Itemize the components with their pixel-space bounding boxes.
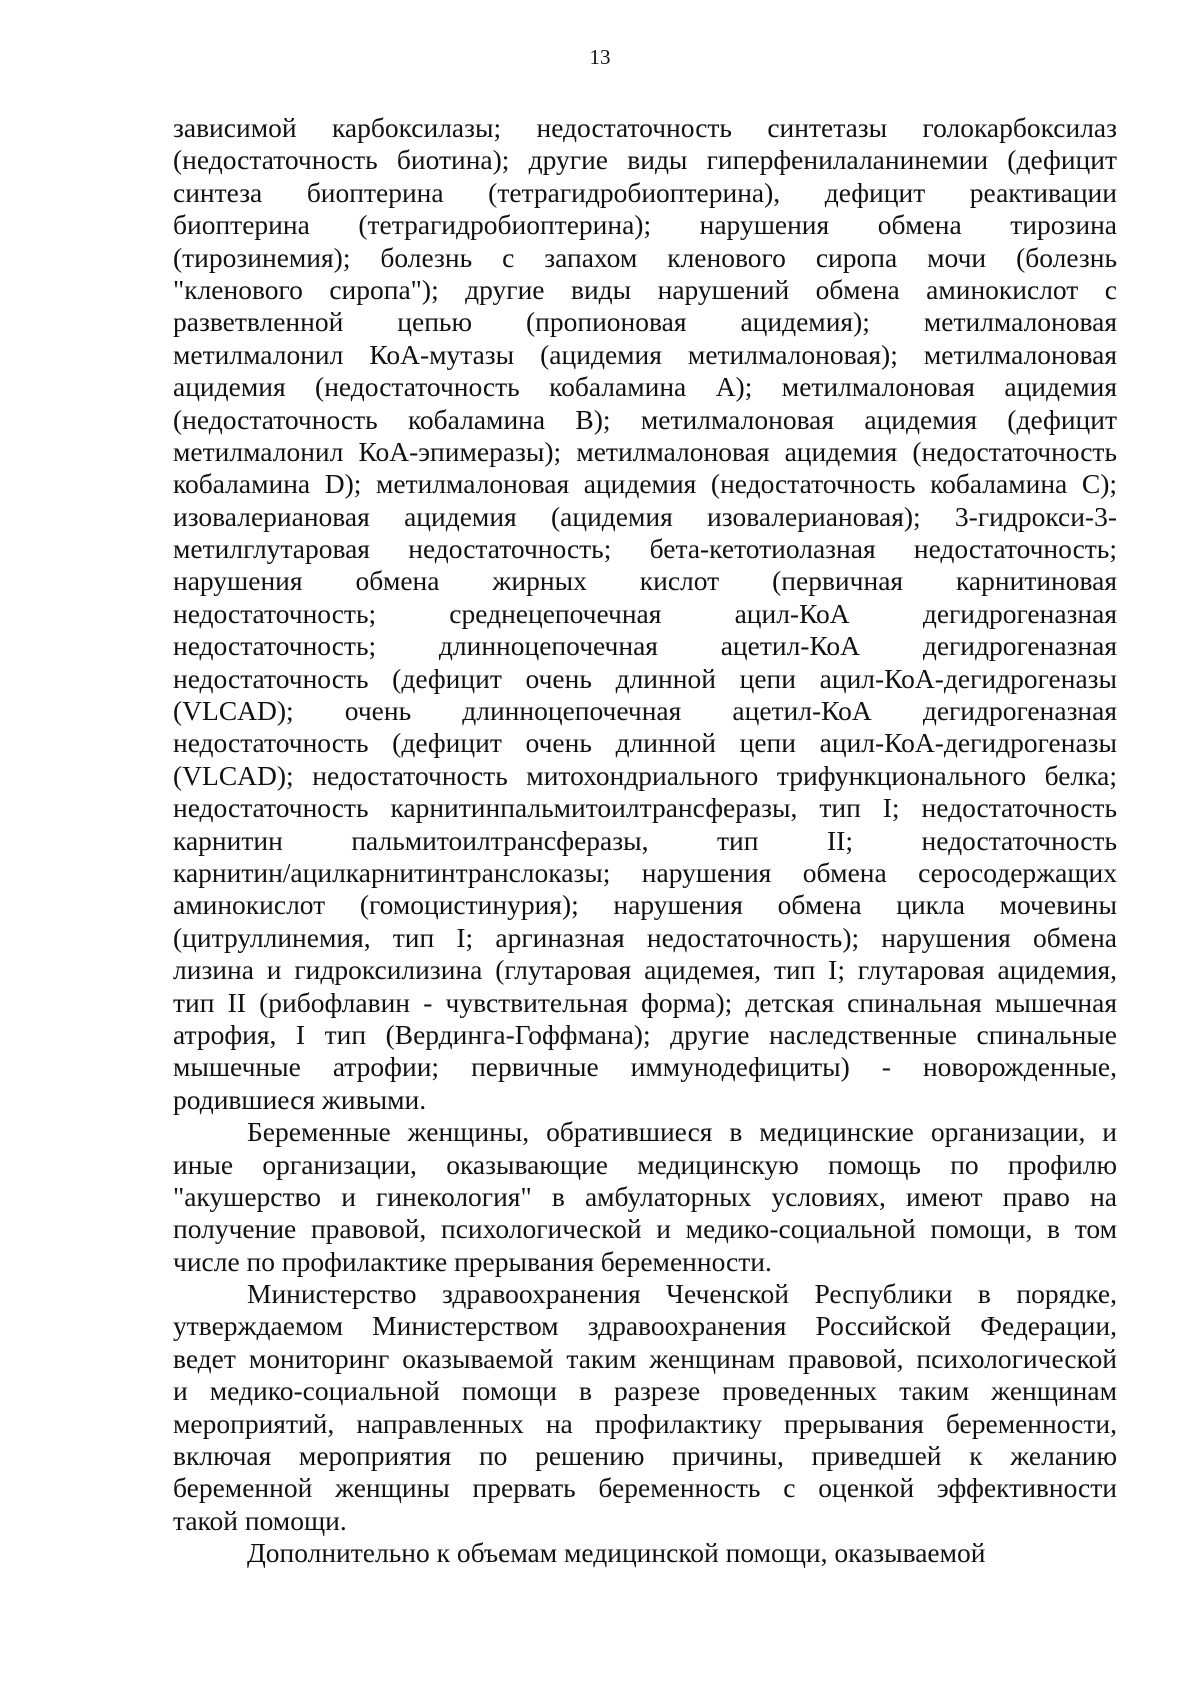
text-line: родившиеся живыми. [173,1083,427,1115]
text-line: недостаточность (дефицит очень длинной цепи ацил-КоА-дегидрогеназы [173,727,1117,759]
text-line: "акушерство и гинекология" в амбулаторных условиях, имеют право на [173,1180,1117,1212]
text-line: включая мероприятия по решению причины, приведшей к желанию [173,1440,1117,1472]
text-line: такой помощи. [173,1504,347,1536]
text-line: (тирозинемия); болезнь с запахом кленового сиропа мочи (болезнь [173,241,1117,273]
paragraph [173,112,1117,1116]
text-line: ацидемия (недостаточность кобаламина А); метилмалоновая ацидемия [173,371,1117,403]
text-line: недостаточность (дефицит очень длинной цепи ацил-КоА-дегидрогеназы [173,662,1117,694]
text-line: аминокислот (гомоцистинурия); нарушения обмена цикла мочевины [173,889,1117,921]
text-line: атрофия, I тип (Вердинга-Гоффмана); другие наследственные спинальные [173,1018,1117,1050]
text-line: (недостаточность кобаламина В); метилмалоновая ацидемия (дефицит [173,403,1117,435]
text-line: Министерство здравоохранения Чеченской Республики в порядке, [247,1278,1117,1310]
paragraph [173,1278,1117,1537]
text-line: утверждаемом Министерством здравоохранения Российской Федерации, [173,1310,1117,1342]
text-line: метилмалонил КоА-мутазы (ацидемия метилмалоновая); метилмалоновая [173,338,1117,370]
text-line: синтеза биоптерина (тетрагидробиоптерина), дефицит реактивации [173,176,1117,208]
text-line: метилглутаровая недостаточность; бета-кетотиолазная недостаточность; [173,533,1117,565]
text-line: "кленового сиропа"); другие виды нарушений обмена аминокислот с [173,273,1117,305]
text-line: недостаточность; длинноцепочечная ацетил-КоА дегидрогеназная [173,630,1117,662]
page-number: 13 [589,45,611,69]
text-line: мышечные атрофии; первичные иммунодефициты) - новорожденные, [173,1051,1117,1083]
document-body [173,112,1117,1570]
text-line: и медико-социальной помощи в разрезе проведенных таким женщинам [173,1375,1117,1407]
text-line: ведет мониторинг оказываемой таким женщинам правовой, психологической [173,1342,1117,1374]
text-line: получение правовой, психологической и медико-социальной помощи, в том [173,1213,1117,1245]
text-line: карнитин пальмитоилтрансферазы, тип II; недостаточность [173,824,1117,856]
text-line: нарушения обмена жирных кислот (первичная карнитиновая [173,565,1117,597]
text-line: (VLCAD); очень длинноцепочечная ацетил-КоА дегидрогеназная [173,695,1117,727]
text-line: Дополнительно к объемам медицинской помощи, оказываемой [247,1537,986,1569]
text-line: биоптерина (тетрагидробиоптерина); нарушения обмена тирозина [173,209,1117,241]
paragraph [173,1537,1117,1569]
text-line: карнитин/ацилкарнитинтранслоказы; нарушения обмена серосодержащих [173,856,1117,888]
text-line: зависимой карбоксилазы; недостаточность синтетазы голокарбоксилаз [173,112,1117,143]
text-line: изовалериановая ацидемия (ацидемия изовалериановая); 3-гидрокси-3- [173,500,1117,532]
text-line: недостаточность; среднецепочечная ацил-КоА дегидрогеназная [173,597,1117,629]
text-line: числе по профилактике прерывания беременности. [173,1245,772,1277]
text-line: метилмалонил КоА-эпимеразы); метилмалоновая ацидемия (недостаточность [173,435,1117,467]
text-line: лизина и гидроксилизина (глутаровая ацидемея, тип I; глутаровая ацидемия, [173,954,1117,986]
text-line: (цитруллинемия, тип I; аргиназная недостаточность); нарушения обмена [173,921,1117,953]
text-line: иные организации, оказывающие медицинскую помощь по профилю [173,1148,1117,1180]
text-line: Беременные женщины, обратившиеся в медицинские организации, и [247,1116,1117,1148]
text-line: (VLCAD); недостаточность митохондриального трифункционального белка; [173,759,1117,791]
text-line: беременной женщины прервать беременность с оценкой эффективности [173,1472,1117,1504]
paragraph [173,1116,1117,1278]
text-line: мероприятий, направленных на профилактику прерывания беременности, [173,1407,1117,1439]
text-line: тип II (рибофлавин - чувствительная форма); детская спинальная мышечная [173,986,1117,1018]
text-line: разветвленной цепью (пропионовая ацидемия); метилмалоновая [173,306,1117,338]
text-line: недостаточность карнитинпальмитоилтрансферазы, тип I; недостаточность [173,792,1117,824]
text-line: (недостаточность биотина); другие виды гиперфенилаланинемии (дефицит [173,144,1117,176]
text-line: кобаламина D); метилмалоновая ацидемия (недостаточность кобаламина С); [173,468,1117,500]
